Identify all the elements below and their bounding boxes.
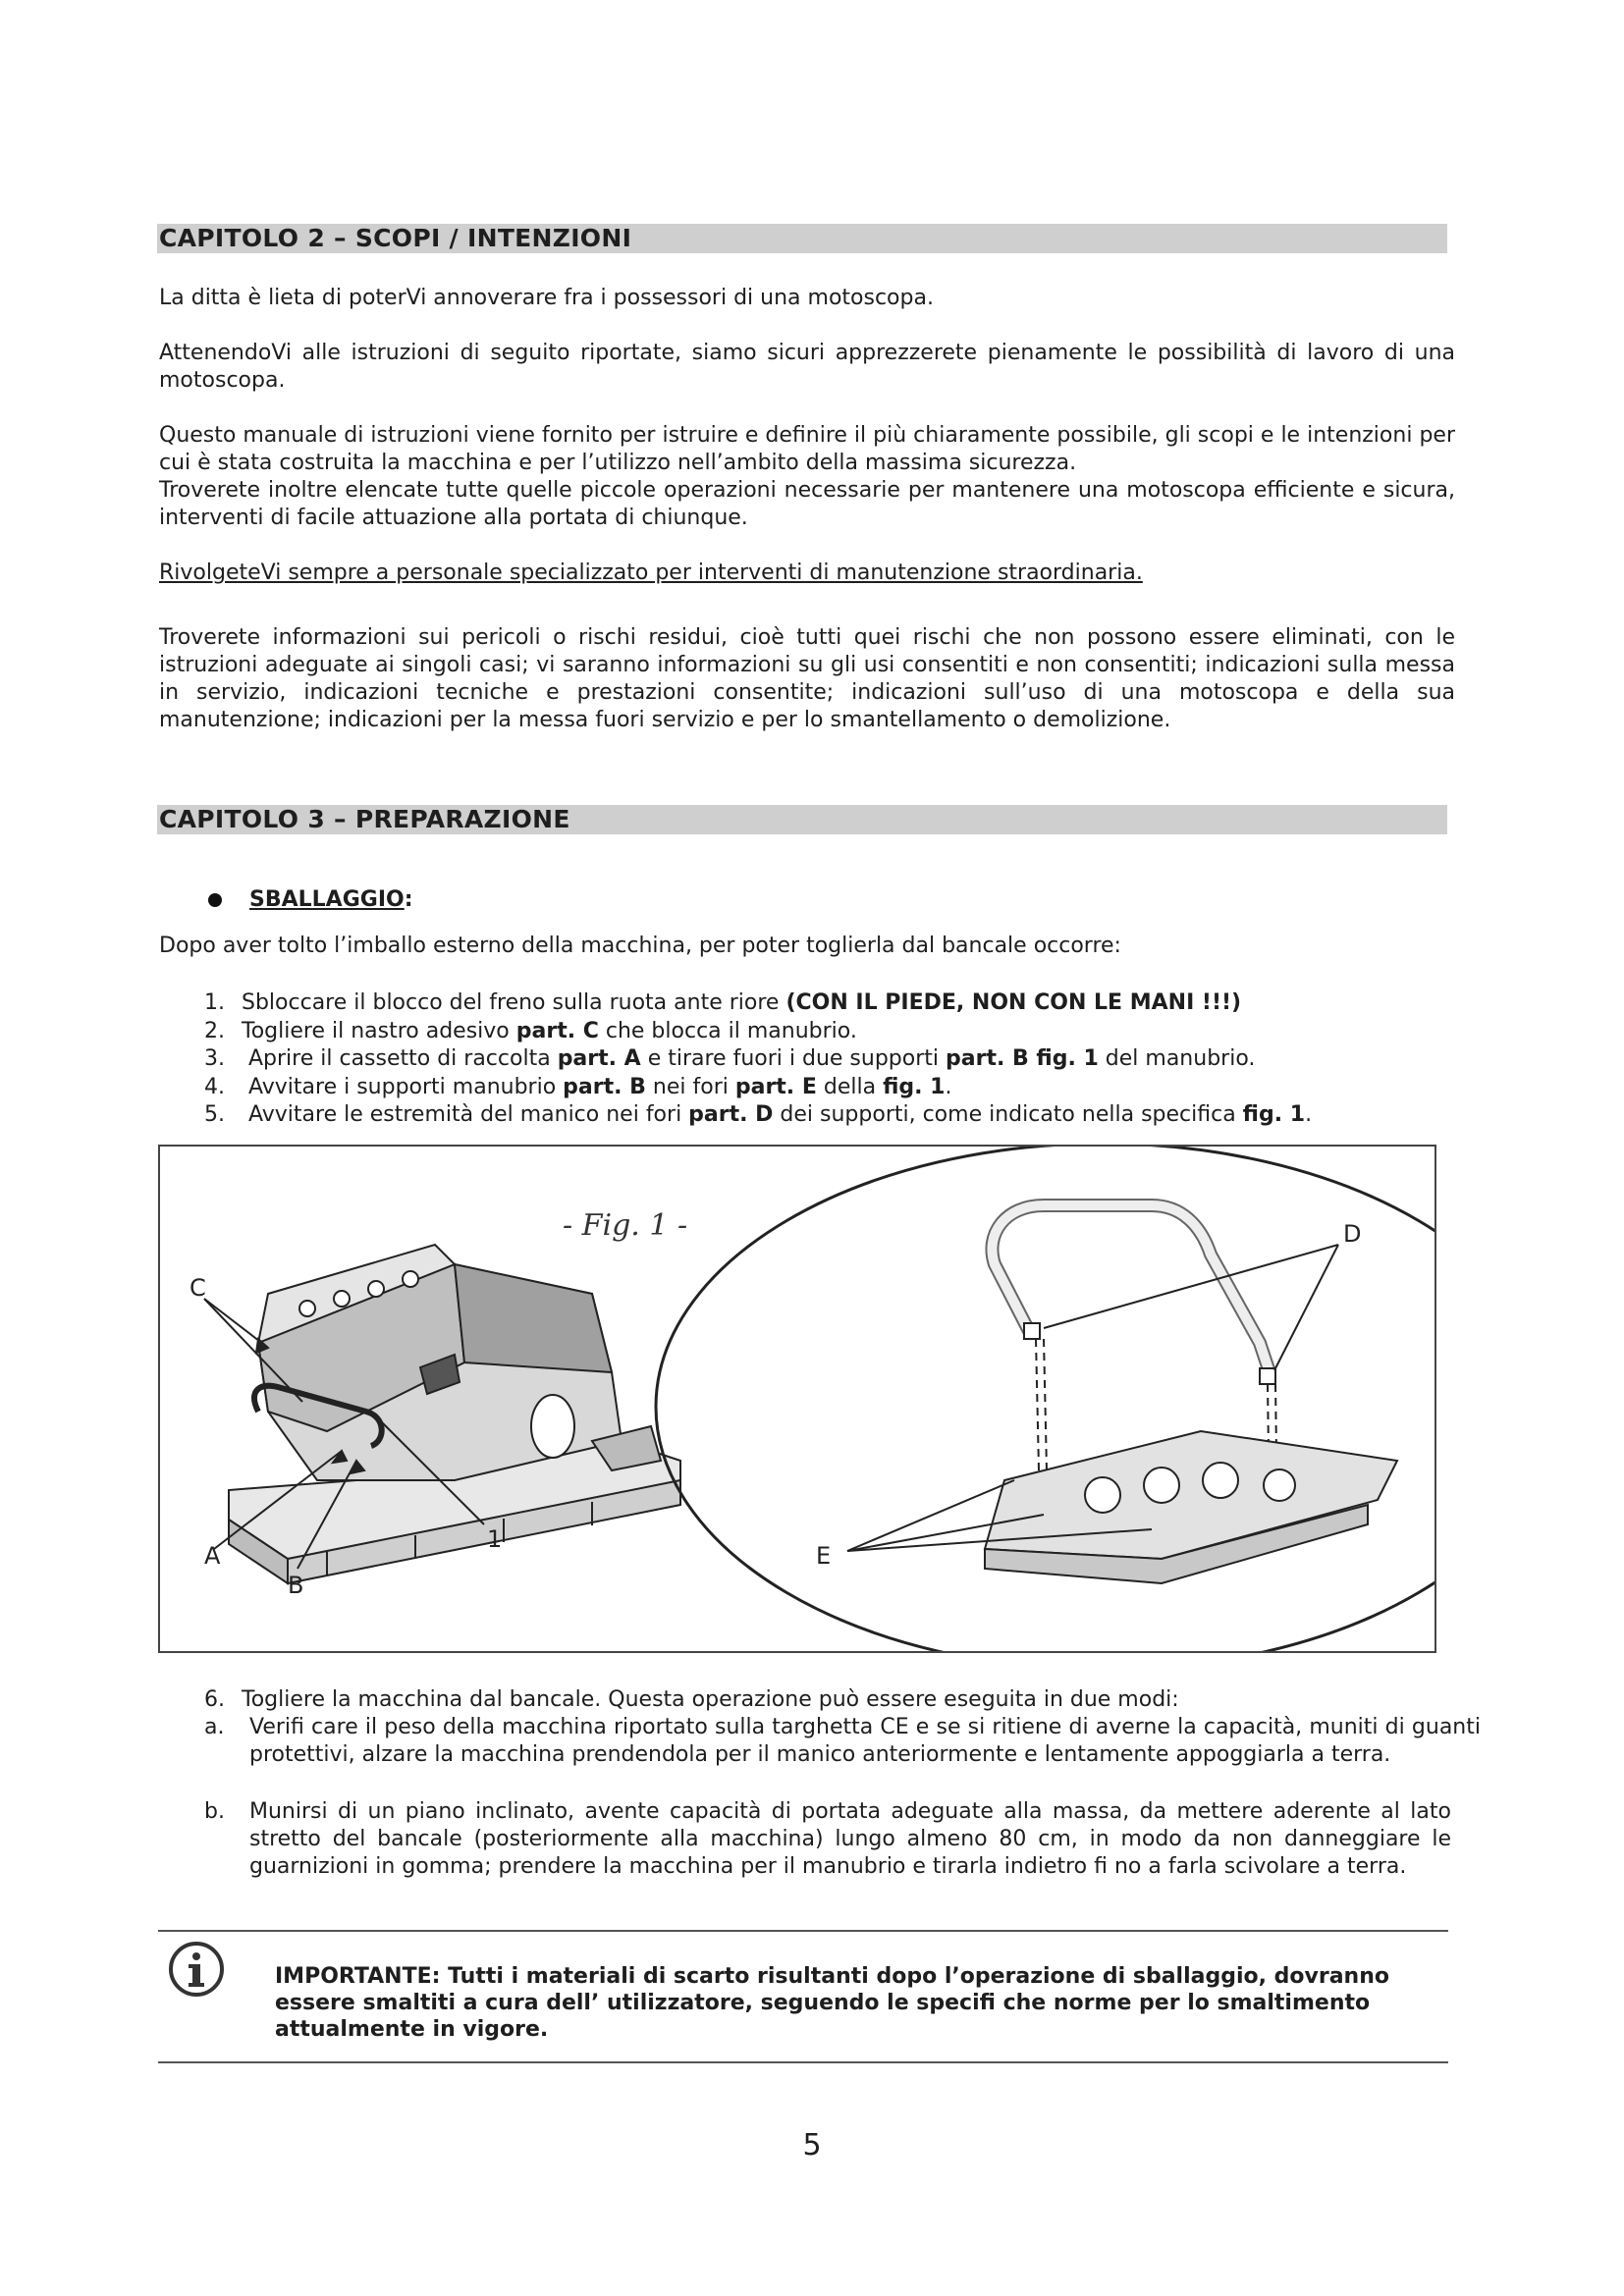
list-item: 3. Aprire il cassetto di raccolta part. A e tirare fuori i due supporti part. B fig. 1 del manubrio. [204, 1046, 1256, 1071]
step-6b: b. Munirsi di un piano inclinato, avente capacità di portata adeguate alla massa, da mettere aderente al lato stretto del bancale (posteriormente alla macchina) lungo almeno 80 cm, in modo da non danneggiare le guarnizioni in gomma; prendere la macchina per il manubrio e tirarla indietro fi no a farla scivolare a terra. [204, 1799, 1451, 1879]
handle-assembly-illustration [847, 1205, 1397, 1583]
machine-on-pallet-illustration [204, 1245, 680, 1583]
info-icon [167, 1940, 226, 1999]
label-e: E [816, 1542, 832, 1570]
label-1: 1 [487, 1525, 503, 1553]
step-6a: a. Verifi care il peso della macchina riportato sulla targhetta CE e se si ritiene di averne la capacità, muniti di guanti protettivi, alzare la macchina prendendola per il manico anteriormente e lentamente appoggiarla a terra. [204, 1715, 1481, 1767]
chapter-2-paragraph-2: AttenendoVi alle istruzioni di seguito riportate, siamo sicuri apprezzerete pienamente le possibilità di lavoro di una motoscopa. [159, 341, 1455, 393]
note-bottom-rule [158, 2061, 1448, 2063]
chapter-2-paragraph-1: La ditta è lieta di poterVi annoverare fra i possessori di una motoscopa. [159, 286, 934, 310]
chapter-2-heading: CAPITOLO 2 – SCOPI / INTENZIONI [157, 224, 1447, 253]
step-6: 6. Togliere la macchina dal bancale. Questa operazione può essere eseguita in due modi: [204, 1687, 1179, 1712]
important-note: IMPORTANTE: Tutti i materiali di scarto risultanti dopo l’operazione di sballaggio, dovranno essere smaltiti a cura dell’ utilizzatore, seguendo le specifi che norme per lo smaltimento attualmente in vigore. [275, 1964, 1389, 2042]
label-d: D [1343, 1220, 1362, 1248]
label-a: A [204, 1542, 221, 1570]
chapter-3-intro: Dopo aver tolto l’imballo esterno della macchina, per poter toglierla dal bancale occorre: [159, 934, 1121, 958]
figure-1-drawing [160, 1147, 1435, 1651]
bullet-sballaggio [208, 887, 413, 912]
steps-list [204, 989, 1451, 1130]
chapter-3-heading: CAPITOLO 3 – PREPARAZIONE [157, 805, 1447, 834]
bullet-colon: : [404, 887, 413, 912]
figure-1 [158, 1145, 1436, 1653]
bullet-title: SBALLAGGIO [249, 887, 405, 912]
bullet-dot-icon [208, 893, 222, 907]
chapter-2-paragraph-3a: Questo manuale di istruzioni viene fornito per istruire e definire il più chiaramente possibile, gli scopi e le intenzioni per cui è stata costruita la macchina e per l’utilizzo nell’ambito della massima sicurezza. [159, 423, 1455, 475]
page-number: 5 [802, 2128, 822, 2163]
list-item: 2. Togliere il nastro adesivo part. C che blocca il manubrio. [204, 1018, 857, 1043]
chapter-2-paragraph-5: Troverete informazioni sui pericoli o rischi residui, cioè tutti quei rischi che non possono essere eliminati, con le istruzioni adeguate ai singoli casi; vi saranno informazioni su gli usi consentiti e non consentiti; indicazioni sulla messa in servizio, indicazioni tecniche e prestazioni consentite; indicazioni sull’uso di una motoscopa e della sua manutenzione; indicazioni per la messa fuori servizio e per lo smantellamento o demolizione. [159, 625, 1455, 732]
list-item: 1. Sbloccare il blocco del freno sulla ruota ante riore (CON IL PIEDE, NON CON LE MANI !!!) [204, 990, 1242, 1015]
note-top-rule [158, 1930, 1448, 1932]
list-item: 5. Avvitare le estremità del manico nei fori part. D dei supporti, come indicato nella specifica fig. 1. [204, 1102, 1313, 1127]
label-c: C [189, 1274, 206, 1302]
label-b: B [288, 1572, 304, 1599]
list-item: 4. Avvitare i supporti manubrio part. B nei fori part. E della fig. 1. [204, 1074, 952, 1099]
chapter-2-paragraph-4: RivolgeteVi sempre a personale specializzato per interventi di manutenzione straordinaria. [159, 561, 1143, 585]
figure-caption: - Fig. 1 - [563, 1208, 688, 1243]
chapter-2-paragraph-3b: Troverete inoltre elencate tutte quelle piccole operazioni necessarie per mantenere una motoscopa efficiente e sicura, interventi di facile attuazione alla portata di chiunque. [159, 478, 1455, 530]
